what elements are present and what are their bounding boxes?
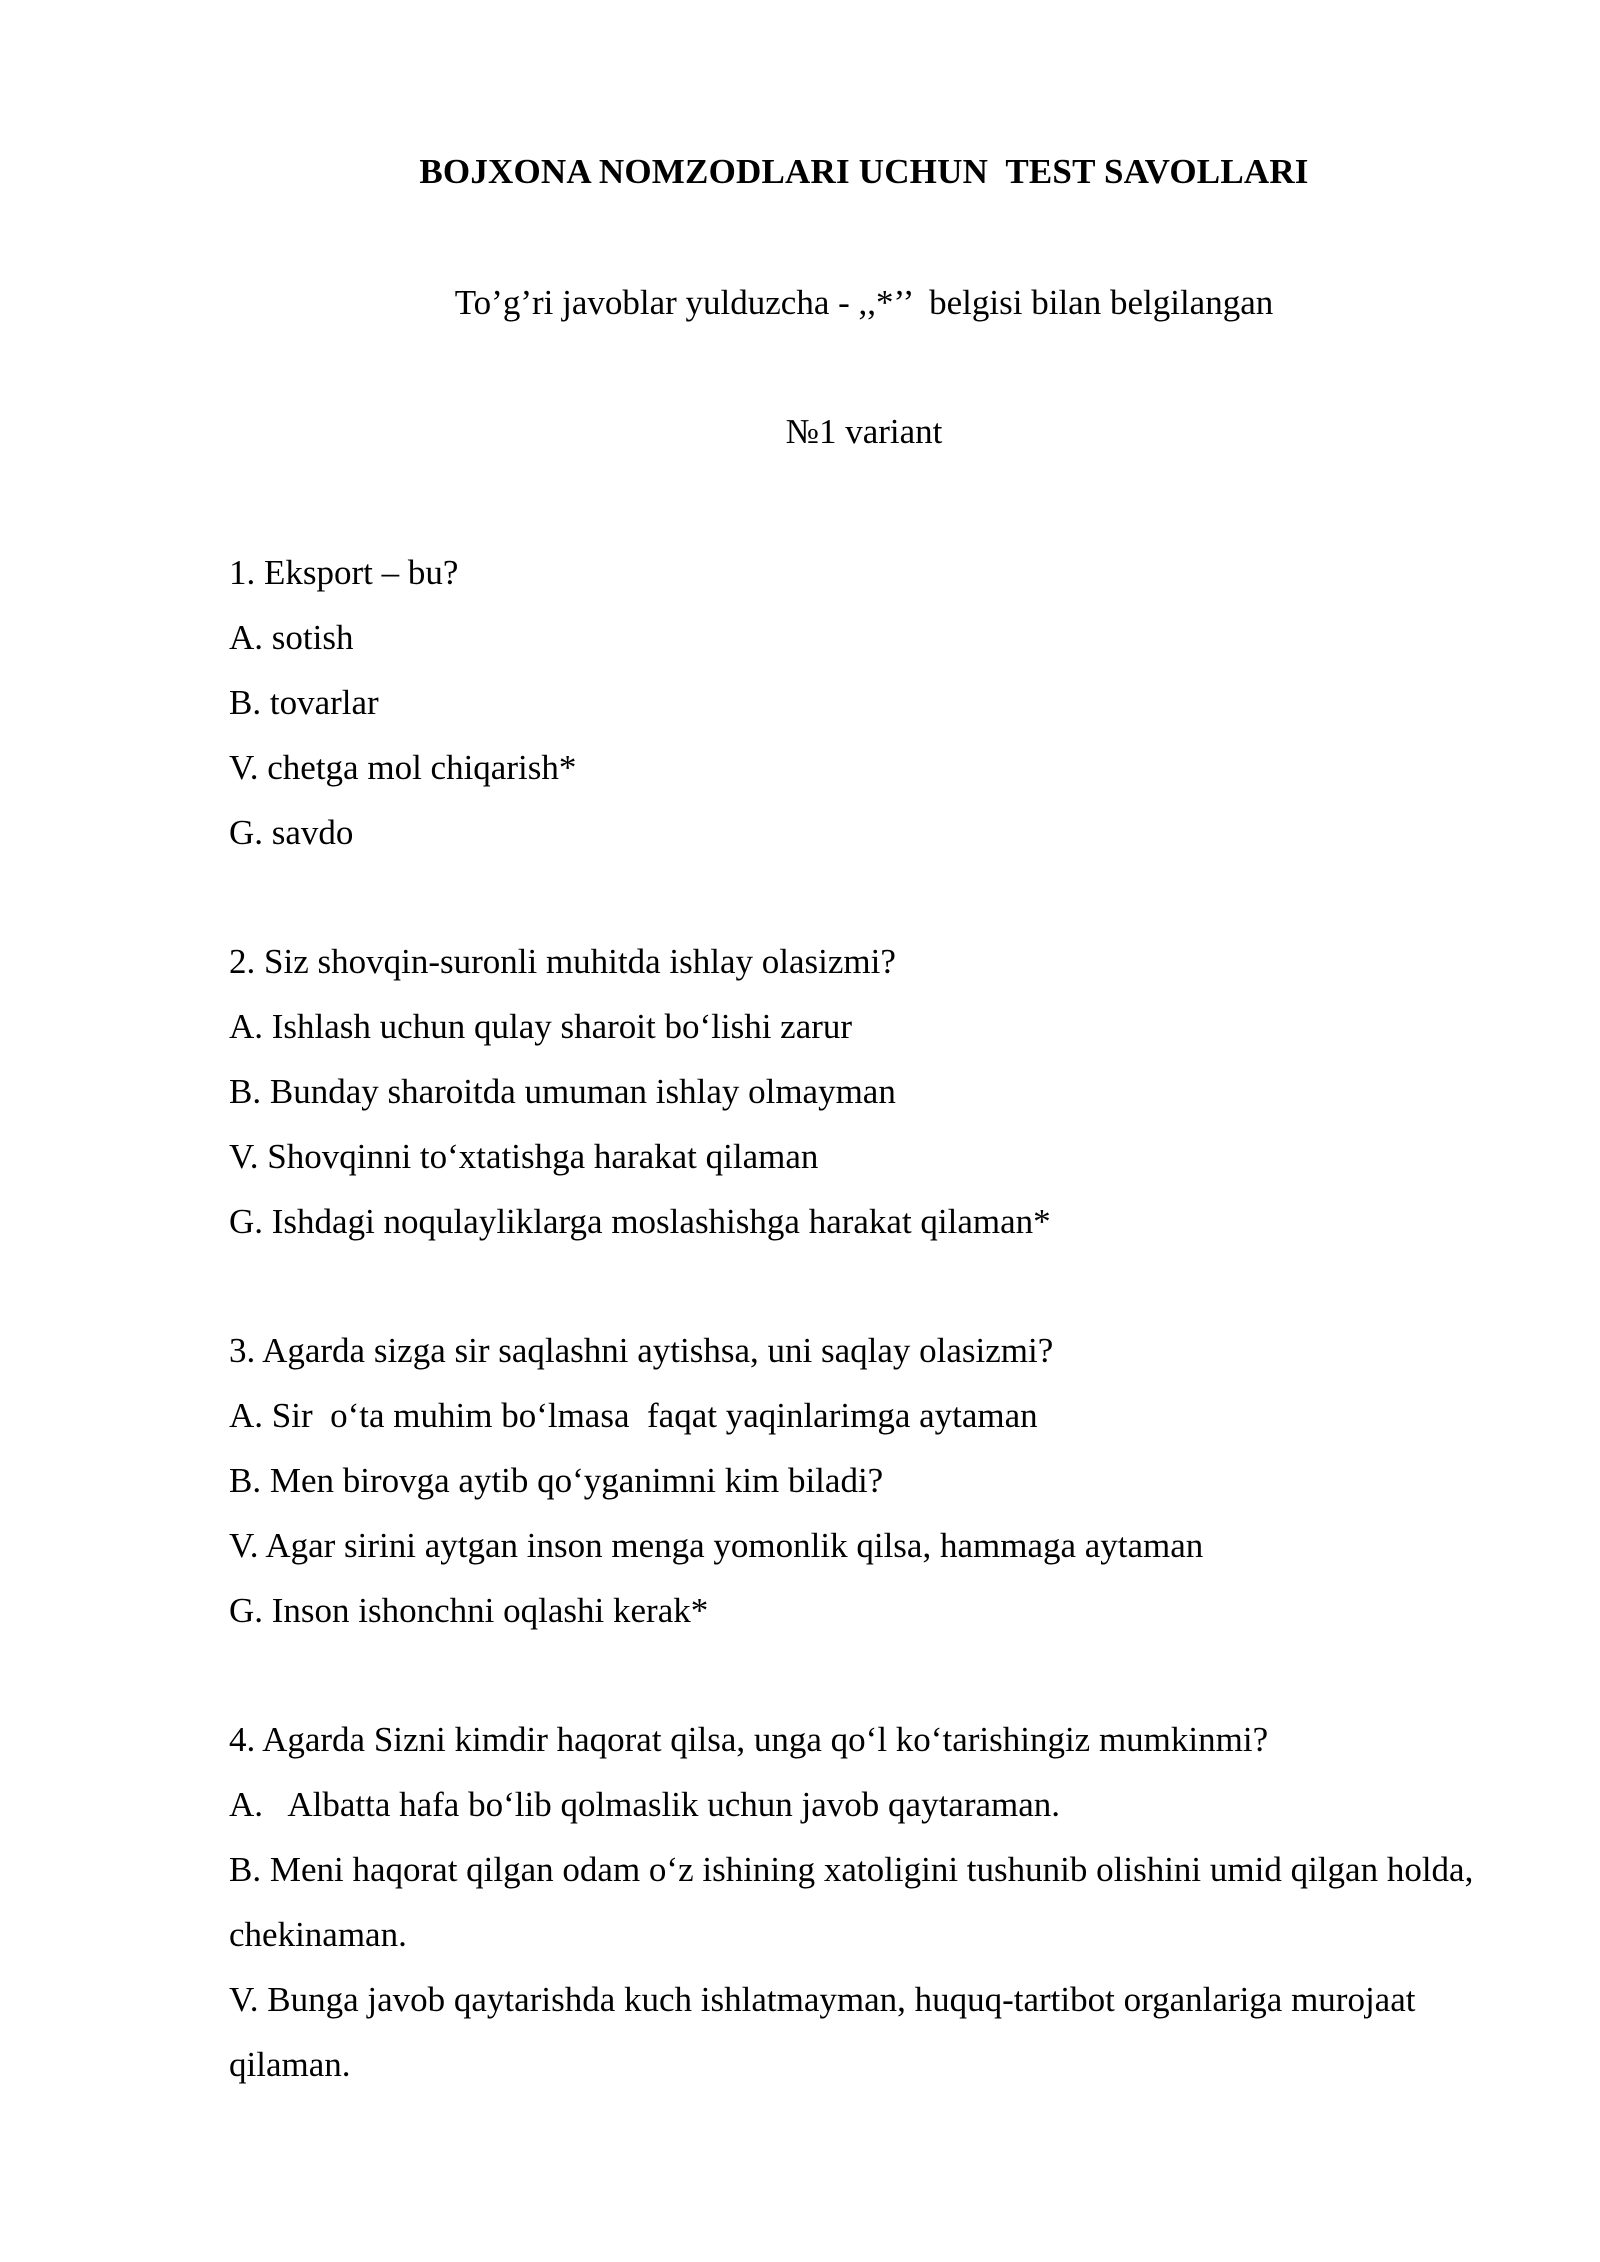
question-text: 4. Agarda Sizni kimdir haqorat qilsa, unga qoʻl koʻtarishingiz mumkinmi? <box>229 1720 1269 1759</box>
variant-label: №1 variant <box>785 412 943 451</box>
question-text: 3. Agarda sizga sir saqlashni aytishsa, uni saqlay olasizmi? <box>229 1331 1054 1370</box>
answer-option: G. Ishdagi noqulayliklarga moslashishga harakat qilaman* <box>229 1202 1051 1241</box>
answer-option: B. Bunday sharoitda umuman ishlay olmayman <box>229 1072 896 1111</box>
answer-option: G. savdo <box>229 813 354 852</box>
answer-option: G. Inson ishonchni oqlashi kerak* <box>229 1591 709 1630</box>
answer-option: B. tovarlar <box>229 683 379 722</box>
answer-option: A. Albatta hafa boʻlib qolmaslik uchun javob qaytaraman. <box>229 1785 1061 1824</box>
answer-option: V. Agar sirini aytgan inson menga yomonlik qilsa, hammaga aytaman <box>229 1526 1204 1565</box>
answer-option: A. sotish <box>229 618 354 657</box>
answer-option: V. Shovqinni toʻxtatishga harakat qilaman <box>229 1137 819 1176</box>
question-list <box>229 540 1483 2161</box>
question-text: 2. Siz shovqin-suronli muhitda ishlay olasizmi? <box>229 942 896 981</box>
document-title: BOJXONA NOMZODLARI UCHUN TEST SAVOLLARI <box>419 152 1309 191</box>
question-block <box>229 1707 1483 2097</box>
answer-option: B. Men birovga aytib qoʻyganimni kim biladi? <box>229 1461 884 1500</box>
question-text: 1. Eksport – bu? <box>229 553 459 592</box>
question-block <box>229 929 1479 1254</box>
answer-option: V. chetga mol chiqarish* <box>229 748 577 787</box>
document-subtitle: To’g’ri javoblar yulduzcha - ,,*’’ belgisi bilan belgilangan <box>454 283 1274 322</box>
answer-option: V. Bunga javob qaytarishda kuch ishlatmayman, huquq-tartibot organlariga murojaat qilaman. <box>229 1980 1425 2084</box>
answer-option: A. Sir oʻta muhim boʻlmasa faqat yaqinlarimga aytaman <box>229 1396 1038 1435</box>
question-block <box>229 540 1479 865</box>
question-block <box>229 1318 1479 1643</box>
answer-option: A. Ishlash uchun qulay sharoit boʻlishi zarur <box>229 1007 853 1046</box>
answer-option: B. Meni haqorat qilgan odam oʻz ishining xatoligini tushunib olishini umid qilgan holda, chekinaman. <box>229 1850 1483 1954</box>
